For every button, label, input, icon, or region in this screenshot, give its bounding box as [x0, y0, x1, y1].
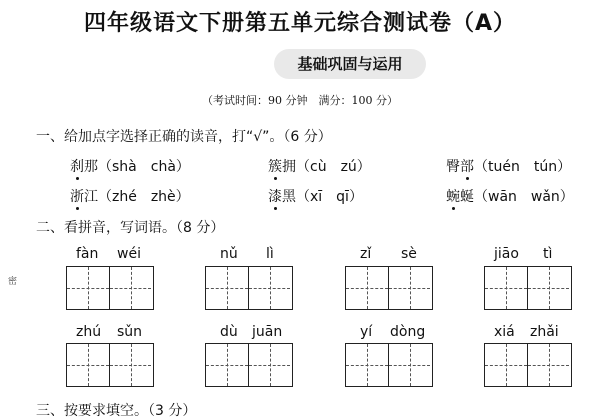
word-post: 江 [84, 189, 98, 205]
word-post: 那 [84, 159, 98, 175]
writing-grid-2[interactable] [205, 266, 293, 310]
pinyin-7a: yí [360, 324, 373, 340]
word-item-4 [70, 186, 190, 206]
word-post: 拥 [282, 159, 296, 175]
pinyin-3b: sè [401, 246, 417, 262]
dotted-char: 蜿 [446, 186, 460, 206]
writing-grid-7[interactable] [345, 343, 433, 387]
grid-cell[interactable] [109, 267, 151, 309]
grid-cell[interactable] [67, 344, 109, 386]
dotted-char: 浙 [70, 186, 84, 206]
exam-info: （考试时间：90 分钟 满分：100 分） [202, 94, 398, 107]
writing-grid-5[interactable] [66, 343, 154, 387]
pinyin-6a: dù [220, 324, 238, 340]
section-3-heading: 三、按要求填空。（3 分） [36, 403, 197, 419]
pinyin-8b: zhǎi [530, 324, 559, 340]
pinyin-2b: lì [266, 246, 274, 262]
pinyin-1b: wéi [117, 246, 141, 262]
writing-grid-4[interactable] [484, 266, 572, 310]
reading-options[interactable]: （shà chà） [98, 159, 190, 175]
grid-cell[interactable] [485, 267, 527, 309]
reading-options[interactable]: （wān wǎn） [474, 189, 574, 205]
writing-grid-8[interactable] [484, 343, 572, 387]
margin-seal-char: 密 [6, 276, 16, 285]
page-title: 四年级语文下册第五单元综合测试卷（A） [83, 11, 517, 36]
reading-options[interactable]: （tuén tún） [474, 159, 572, 175]
grid-cell[interactable] [388, 344, 430, 386]
grid-cell[interactable] [248, 344, 290, 386]
grid-cell[interactable] [388, 267, 430, 309]
grid-cell[interactable] [527, 344, 569, 386]
section-1-heading: 一、给加点字选择正确的读音，打“√”。（6 分） [36, 129, 332, 145]
grid-cell[interactable] [67, 267, 109, 309]
grid-cell[interactable] [485, 344, 527, 386]
dotted-char: 部 [460, 156, 474, 176]
pinyin-5a: zhú [76, 324, 102, 340]
word-item-3 [446, 156, 571, 176]
pinyin-3a: zǐ [360, 246, 372, 262]
reading-options[interactable]: （cù zú） [296, 159, 371, 175]
grid-cell[interactable] [346, 344, 388, 386]
grid-cell[interactable] [206, 344, 248, 386]
word-item-2 [268, 156, 371, 176]
pinyin-8a: xiá [494, 324, 515, 340]
reading-options[interactable]: （zhé zhè） [98, 189, 190, 205]
word-post: 蜒 [460, 189, 474, 205]
word-pre: 臀 [446, 159, 460, 175]
writing-grid-3[interactable] [345, 266, 433, 310]
word-item-5 [268, 186, 363, 206]
grid-cell[interactable] [527, 267, 569, 309]
grid-cell[interactable] [248, 267, 290, 309]
word-item-6 [446, 186, 574, 206]
dotted-char: 刹 [70, 156, 84, 176]
pinyin-4b: tì [543, 246, 553, 262]
dotted-char: 漆 [268, 186, 282, 206]
writing-grid-6[interactable] [205, 343, 293, 387]
reading-options[interactable]: （xī qī） [296, 189, 363, 205]
section-2-heading: 二、看拼音，写词语。（8 分） [36, 220, 225, 236]
pinyin-5b: sǔn [117, 324, 143, 340]
pinyin-4a: jiāo [494, 246, 519, 262]
grid-cell[interactable] [206, 267, 248, 309]
subtitle-badge: 基础巩固与运用 [274, 49, 426, 79]
grid-cell[interactable] [109, 344, 151, 386]
writing-grid-1[interactable] [66, 266, 154, 310]
dotted-char: 簇 [268, 156, 282, 176]
pinyin-1a: fàn [76, 246, 99, 262]
word-item-1 [70, 156, 190, 176]
pinyin-2a: nǔ [220, 246, 238, 262]
pinyin-7b: dòng [390, 324, 426, 340]
pinyin-6b: juān [252, 324, 283, 340]
grid-cell[interactable] [346, 267, 388, 309]
word-post: 黑 [282, 189, 296, 205]
